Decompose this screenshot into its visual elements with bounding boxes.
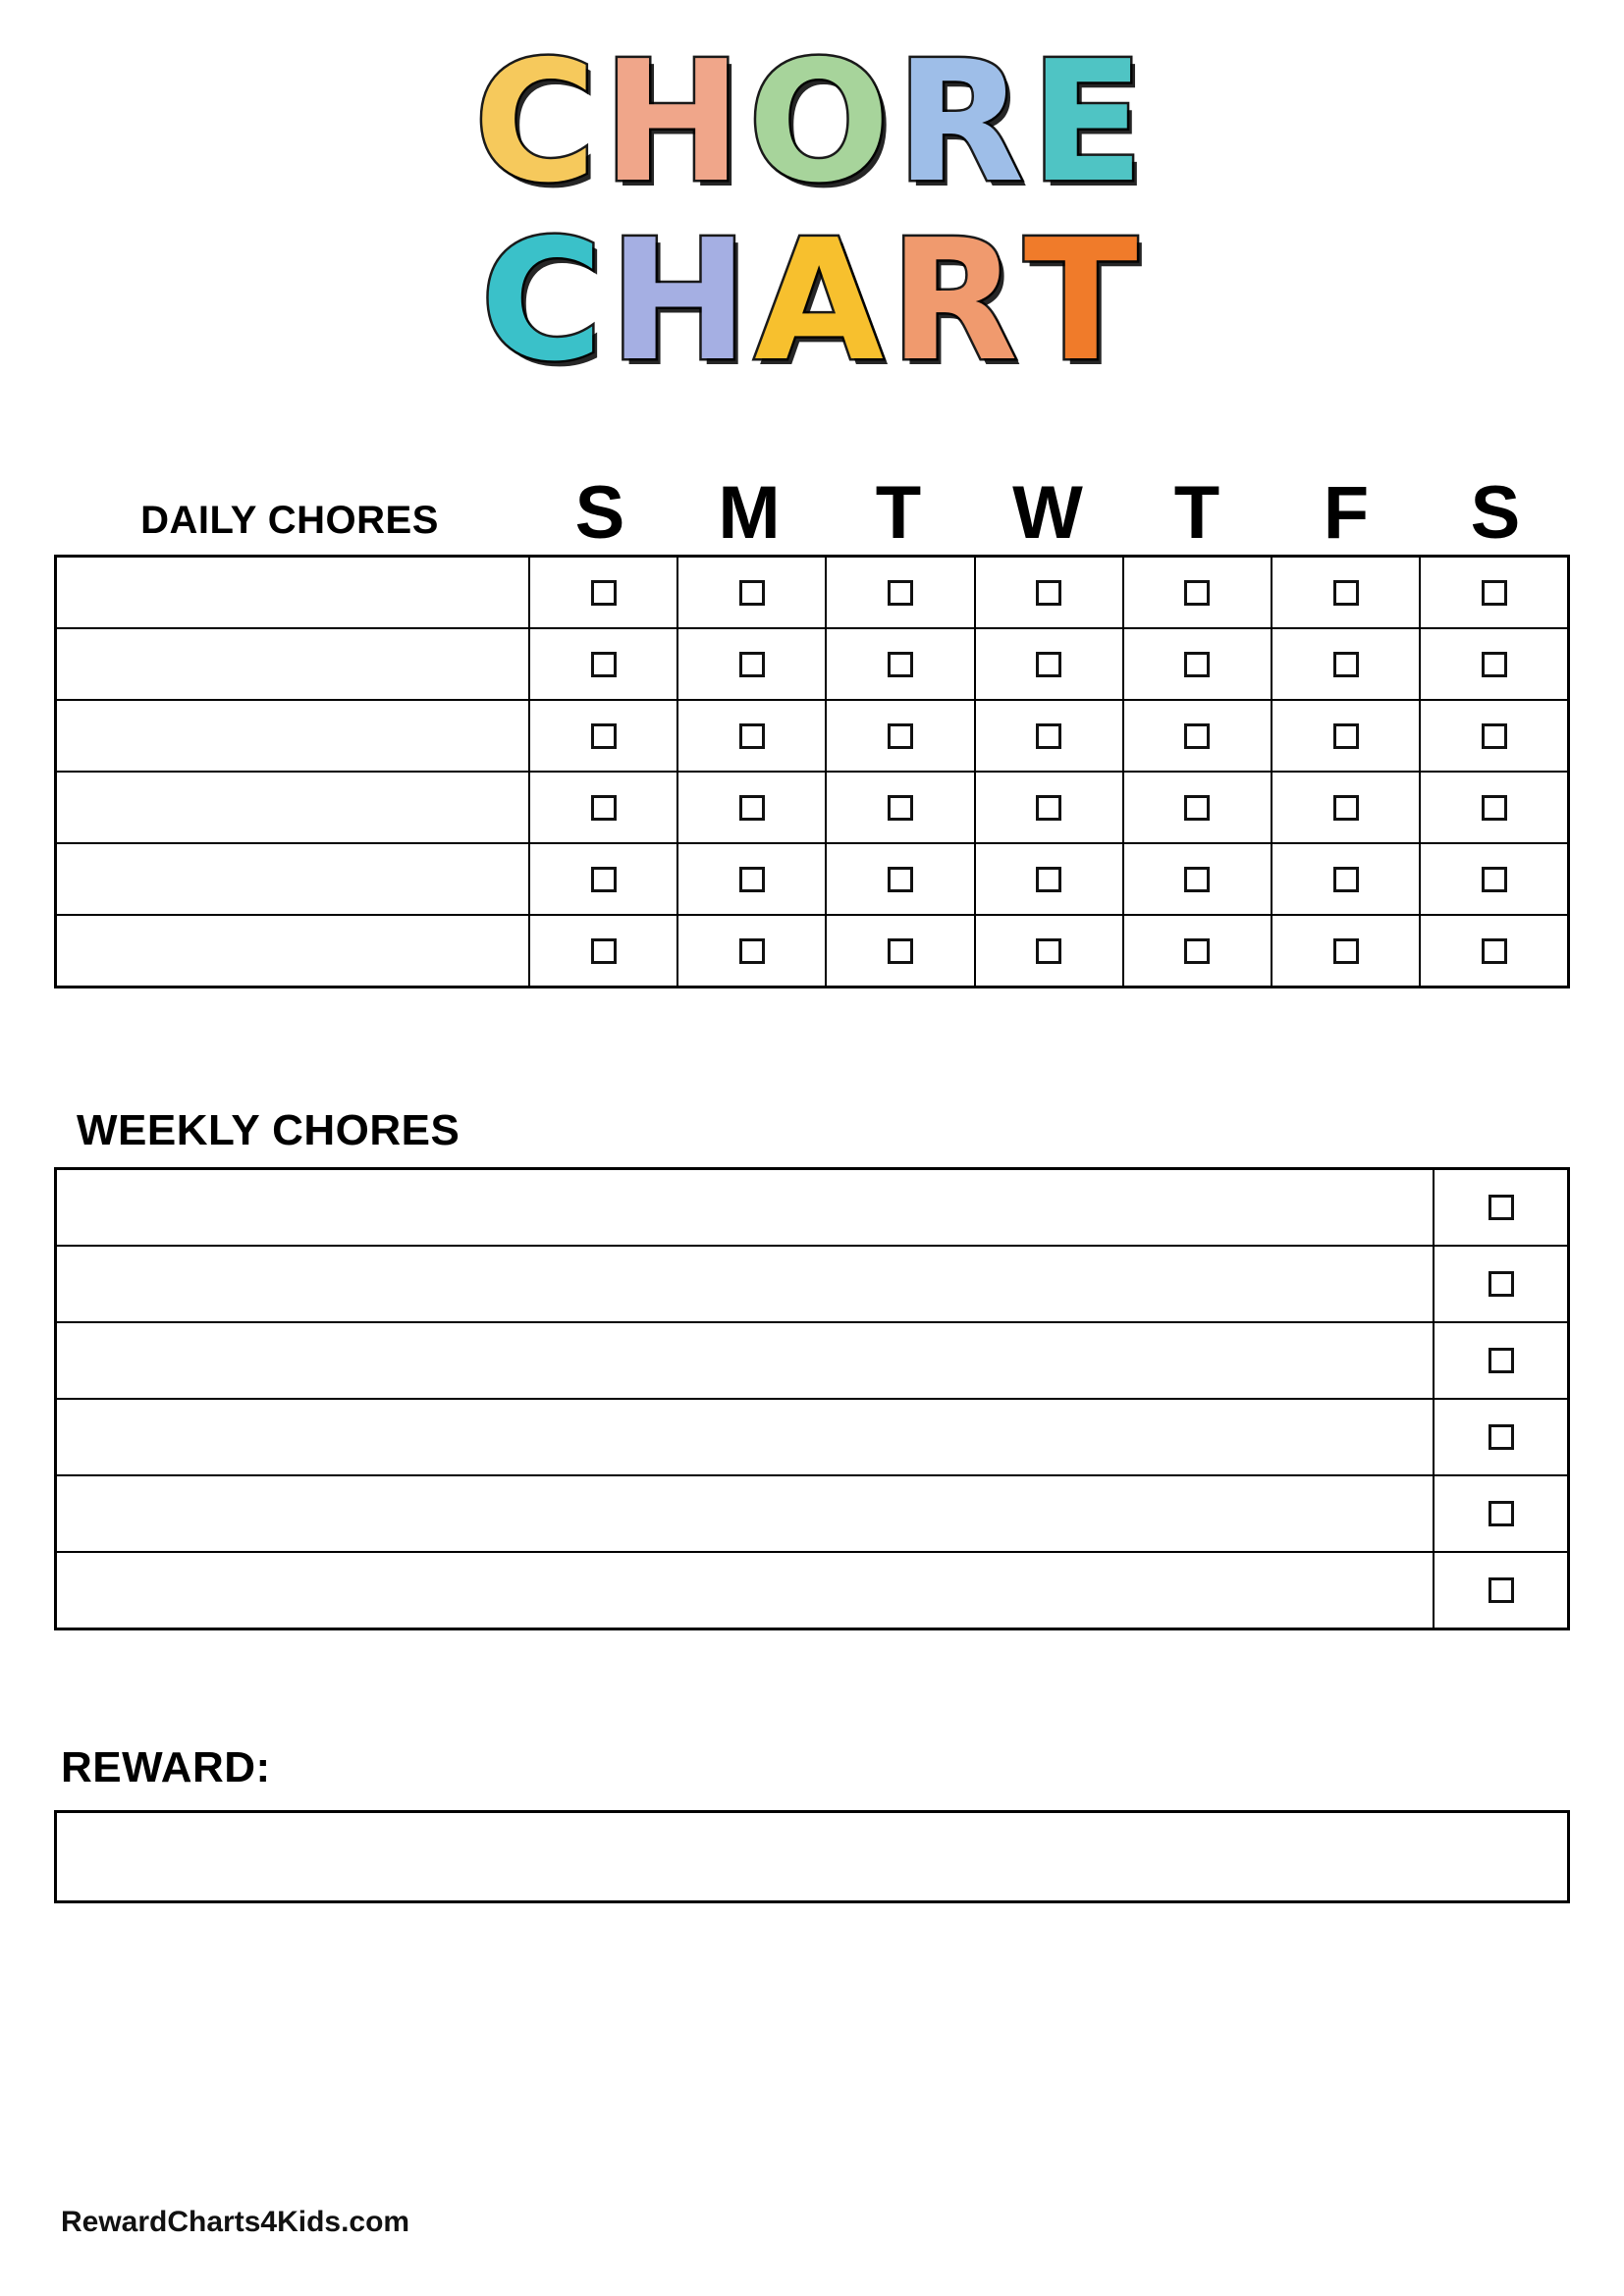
checkbox[interactable] bbox=[1036, 652, 1061, 677]
daily-checkbox-cell[interactable] bbox=[529, 700, 677, 772]
daily-checkbox-cell[interactable] bbox=[975, 628, 1123, 700]
checkbox[interactable] bbox=[591, 652, 617, 677]
table-row bbox=[56, 1475, 1569, 1552]
daily-checkbox-cell[interactable] bbox=[1420, 772, 1568, 843]
daily-checkbox-cell[interactable] bbox=[1272, 557, 1420, 629]
weekday-label-sun: S bbox=[574, 471, 625, 555]
title-letter: C bbox=[480, 204, 610, 399]
weekly-chore-name-cell[interactable] bbox=[56, 1475, 1435, 1552]
daily-checkbox-cell[interactable] bbox=[529, 628, 677, 700]
daily-checkbox-cell[interactable] bbox=[826, 628, 974, 700]
daily-checkbox-cell[interactable] bbox=[677, 772, 826, 843]
weekday-label-sat: S bbox=[1470, 471, 1521, 555]
checkbox[interactable] bbox=[739, 652, 765, 677]
checkbox[interactable] bbox=[1482, 580, 1507, 606]
checkbox[interactable] bbox=[1036, 580, 1061, 606]
daily-checkbox-cell[interactable] bbox=[677, 557, 826, 629]
table-row bbox=[56, 1169, 1569, 1247]
daily-checkbox-cell[interactable] bbox=[1420, 700, 1568, 772]
footer-credit: RewardCharts4Kids.com bbox=[61, 2206, 410, 2238]
checkbox[interactable] bbox=[1184, 938, 1210, 964]
checkbox[interactable] bbox=[739, 867, 765, 892]
weekly-chores-table bbox=[54, 1167, 1570, 1630]
reward-label: REWARD: bbox=[61, 1743, 271, 1792]
daily-checkbox-cell[interactable] bbox=[677, 843, 826, 915]
checkbox[interactable] bbox=[1489, 1424, 1514, 1450]
daily-checkbox-cell[interactable] bbox=[1420, 557, 1568, 629]
title-letter: R bbox=[895, 26, 1031, 220]
title-letter: E bbox=[1030, 26, 1151, 220]
daily-checkbox-cell[interactable] bbox=[1420, 628, 1568, 700]
title-letter: A bbox=[754, 204, 890, 399]
daily-checkbox-cell[interactable] bbox=[1123, 628, 1272, 700]
checkbox[interactable] bbox=[1184, 652, 1210, 677]
checkbox[interactable] bbox=[1184, 723, 1210, 749]
daily-checkbox-cell[interactable] bbox=[677, 915, 826, 988]
daily-chore-name-cell[interactable] bbox=[56, 628, 530, 700]
checkbox[interactable] bbox=[1184, 795, 1210, 821]
checkbox[interactable] bbox=[1184, 580, 1210, 606]
title-letter: R bbox=[889, 204, 1024, 399]
daily-checkbox-cell[interactable] bbox=[1272, 700, 1420, 772]
checkbox[interactable] bbox=[1482, 867, 1507, 892]
table-row bbox=[56, 1246, 1569, 1322]
checkbox[interactable] bbox=[591, 580, 617, 606]
daily-checkbox-cell[interactable] bbox=[529, 843, 677, 915]
checkbox[interactable] bbox=[1333, 580, 1359, 606]
table-row bbox=[56, 772, 1569, 843]
title-letter: T bbox=[1023, 204, 1144, 399]
daily-checkbox-cell[interactable] bbox=[975, 700, 1123, 772]
checkbox[interactable] bbox=[888, 795, 913, 821]
daily-checkbox-cell[interactable] bbox=[529, 772, 677, 843]
checkbox[interactable] bbox=[1489, 1577, 1514, 1603]
daily-checkbox-cell[interactable] bbox=[826, 915, 974, 988]
checkbox[interactable] bbox=[1333, 795, 1359, 821]
weekday-label-tue: T bbox=[875, 471, 922, 555]
checkbox[interactable] bbox=[1333, 867, 1359, 892]
weekly-checkbox-cell[interactable] bbox=[1434, 1322, 1569, 1399]
checkbox[interactable] bbox=[591, 795, 617, 821]
daily-chore-name-cell[interactable] bbox=[56, 843, 530, 915]
daily-checkbox-cell[interactable] bbox=[826, 772, 974, 843]
checkbox[interactable] bbox=[1036, 938, 1061, 964]
daily-checkbox-cell[interactable] bbox=[677, 700, 826, 772]
weekly-chore-name-cell[interactable] bbox=[56, 1169, 1435, 1247]
weekly-chore-name-cell[interactable] bbox=[56, 1399, 1435, 1475]
table-row bbox=[56, 557, 1569, 629]
title-line-chore bbox=[0, 26, 1624, 220]
title-letter: O bbox=[747, 26, 896, 220]
reward-input-box[interactable] bbox=[54, 1810, 1570, 1903]
checkbox[interactable] bbox=[1184, 867, 1210, 892]
daily-checkbox-cell[interactable] bbox=[975, 915, 1123, 988]
checkbox[interactable] bbox=[1333, 652, 1359, 677]
daily-chore-name-cell[interactable] bbox=[56, 557, 530, 629]
checkbox[interactable] bbox=[1333, 938, 1359, 964]
weekly-checkbox-cell[interactable] bbox=[1434, 1246, 1569, 1322]
checkbox[interactable] bbox=[1482, 938, 1507, 964]
weekly-checkbox-cell[interactable] bbox=[1434, 1169, 1569, 1247]
table-row bbox=[56, 1552, 1569, 1629]
table-row bbox=[56, 843, 1569, 915]
daily-checkbox-cell[interactable] bbox=[826, 700, 974, 772]
checkbox[interactable] bbox=[888, 938, 913, 964]
table-row bbox=[56, 628, 1569, 700]
weekday-label-fri: F bbox=[1323, 471, 1370, 555]
checkbox[interactable] bbox=[591, 723, 617, 749]
daily-chores-label: DAILY CHORES bbox=[140, 499, 439, 543]
weekly-chore-name-cell[interactable] bbox=[56, 1552, 1435, 1629]
table-row bbox=[56, 1399, 1569, 1475]
table-row bbox=[56, 700, 1569, 772]
weekday-label-mon: M bbox=[718, 471, 781, 555]
checkbox[interactable] bbox=[739, 580, 765, 606]
checkbox[interactable] bbox=[1482, 723, 1507, 749]
checkbox[interactable] bbox=[591, 867, 617, 892]
title-letter: H bbox=[602, 26, 748, 220]
daily-checkbox-cell[interactable] bbox=[1272, 843, 1420, 915]
daily-chore-name-cell[interactable] bbox=[56, 915, 530, 988]
daily-checkbox-cell[interactable] bbox=[975, 557, 1123, 629]
checkbox[interactable] bbox=[888, 652, 913, 677]
daily-checkbox-cell[interactable] bbox=[1272, 628, 1420, 700]
weekly-chore-name-cell[interactable] bbox=[56, 1322, 1435, 1399]
daily-checkbox-cell[interactable] bbox=[1272, 772, 1420, 843]
weekly-checkbox-cell[interactable] bbox=[1434, 1475, 1569, 1552]
daily-checkbox-cell[interactable] bbox=[826, 557, 974, 629]
title-letter: H bbox=[609, 204, 755, 399]
weekly-chores-label: WEEKLY CHORES bbox=[77, 1106, 460, 1155]
daily-checkbox-cell[interactable] bbox=[677, 628, 826, 700]
page-title bbox=[0, 0, 1624, 399]
daily-chores-header bbox=[0, 471, 1624, 555]
checkbox[interactable] bbox=[1489, 1195, 1514, 1220]
checkbox[interactable] bbox=[739, 795, 765, 821]
table-row bbox=[56, 1322, 1569, 1399]
daily-checkbox-cell[interactable] bbox=[529, 557, 677, 629]
daily-checkbox-cell[interactable] bbox=[975, 843, 1123, 915]
checkbox[interactable] bbox=[1489, 1501, 1514, 1526]
daily-checkbox-cell[interactable] bbox=[1123, 772, 1272, 843]
daily-checkbox-cell[interactable] bbox=[1420, 843, 1568, 915]
title-line-chart bbox=[0, 204, 1624, 399]
daily-chore-name-cell[interactable] bbox=[56, 772, 530, 843]
checkbox[interactable] bbox=[1036, 867, 1061, 892]
checkbox[interactable] bbox=[888, 723, 913, 749]
daily-chores-table bbox=[54, 555, 1570, 988]
daily-checkbox-cell[interactable] bbox=[826, 843, 974, 915]
daily-checkbox-cell[interactable] bbox=[1123, 700, 1272, 772]
checkbox[interactable] bbox=[1482, 652, 1507, 677]
daily-checkbox-cell[interactable] bbox=[1123, 557, 1272, 629]
checkbox[interactable] bbox=[1489, 1348, 1514, 1373]
weekly-checkbox-cell[interactable] bbox=[1434, 1552, 1569, 1629]
checkbox[interactable] bbox=[888, 867, 913, 892]
daily-checkbox-cell[interactable] bbox=[1420, 915, 1568, 988]
daily-checkbox-cell[interactable] bbox=[975, 772, 1123, 843]
daily-checkbox-cell[interactable] bbox=[1123, 915, 1272, 988]
checkbox[interactable] bbox=[1489, 1271, 1514, 1297]
checkbox[interactable] bbox=[591, 938, 617, 964]
checkbox[interactable] bbox=[739, 938, 765, 964]
daily-checkbox-cell[interactable] bbox=[1123, 843, 1272, 915]
weekday-labels bbox=[525, 471, 1570, 555]
table-row bbox=[56, 915, 1569, 988]
weekly-checkbox-cell[interactable] bbox=[1434, 1399, 1569, 1475]
checkbox[interactable] bbox=[1333, 723, 1359, 749]
checkbox[interactable] bbox=[1482, 795, 1507, 821]
checkbox[interactable] bbox=[888, 580, 913, 606]
daily-checkbox-cell[interactable] bbox=[529, 915, 677, 988]
checkbox[interactable] bbox=[1036, 723, 1061, 749]
checkbox[interactable] bbox=[739, 723, 765, 749]
weekly-chore-name-cell[interactable] bbox=[56, 1246, 1435, 1322]
weekday-label-thu: T bbox=[1173, 471, 1220, 555]
weekday-label-wed: W bbox=[1012, 471, 1083, 555]
checkbox[interactable] bbox=[1036, 795, 1061, 821]
daily-chore-name-cell[interactable] bbox=[56, 700, 530, 772]
title-letter: C bbox=[473, 26, 603, 220]
daily-checkbox-cell[interactable] bbox=[1272, 915, 1420, 988]
